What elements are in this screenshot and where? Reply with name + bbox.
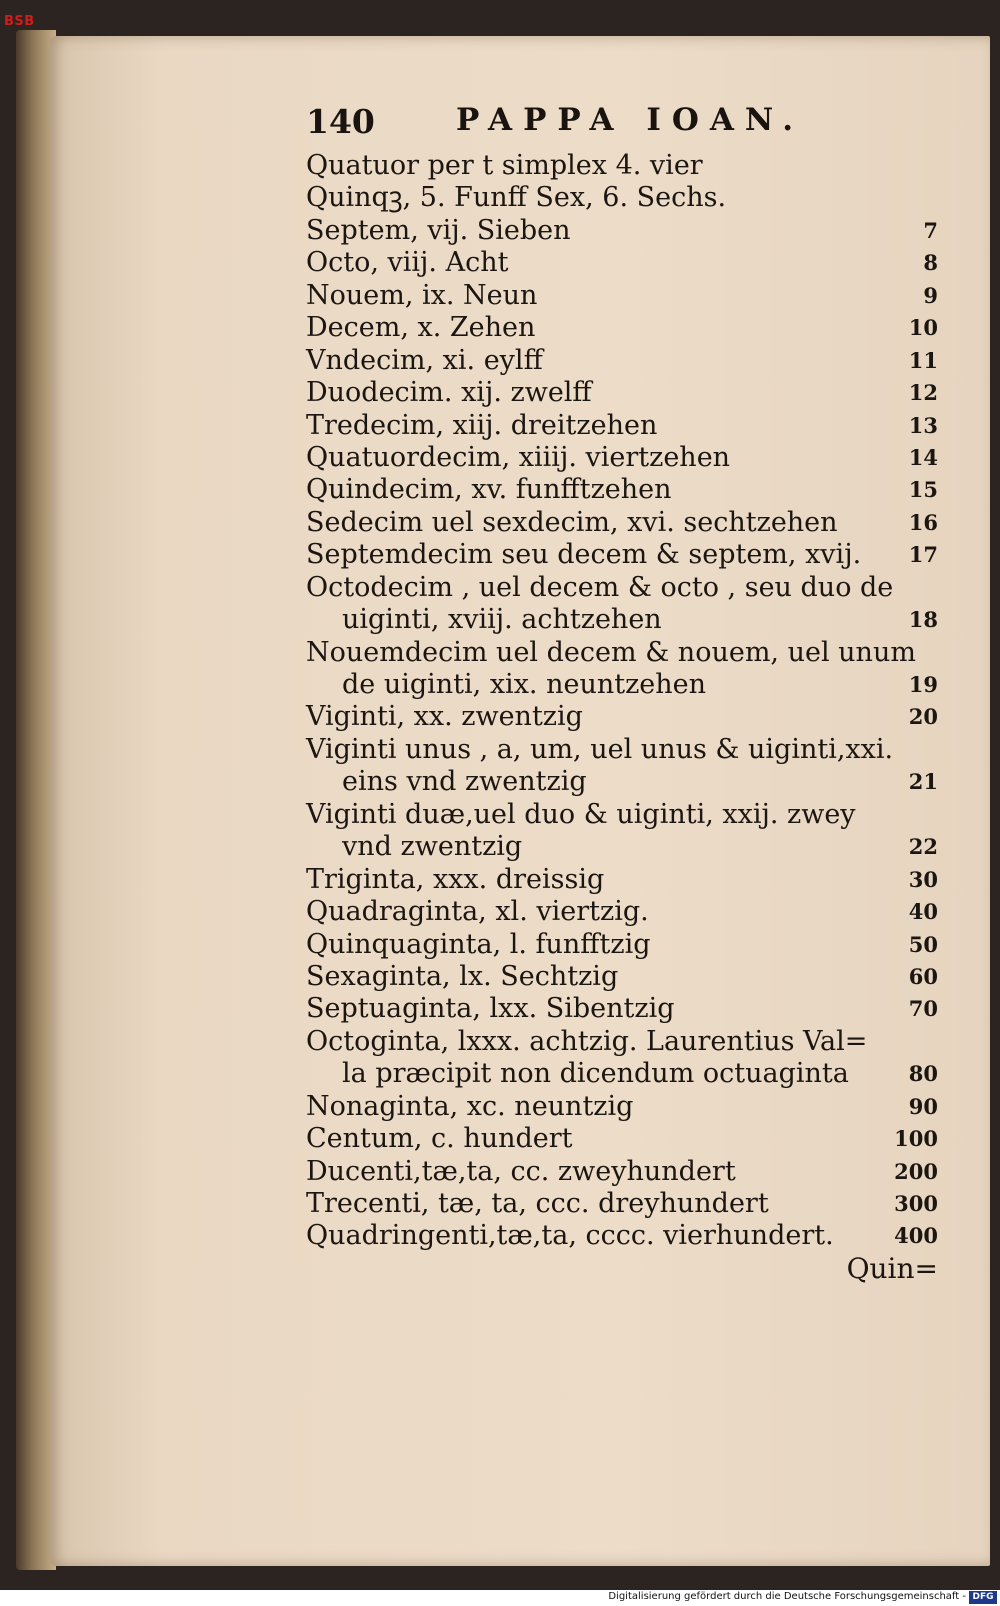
text-line (306, 247, 940, 279)
text-line (306, 766, 940, 798)
text-line (306, 864, 940, 896)
line-number-value: 80 (908, 1061, 938, 1087)
line-number-value: 30 (908, 866, 938, 892)
dfg-logo: DFG (969, 1591, 997, 1604)
line-number-value: 40 (908, 899, 938, 925)
line-text: Nonaginta, xc. neuntzig (306, 1090, 634, 1122)
line-text: Quadringenti,tæ,ta, cccc. vierhundert. (306, 1220, 834, 1252)
line-number-value: 90 (908, 1093, 938, 1119)
catchword: Quin= (846, 1252, 938, 1285)
line-number-value: 300 (894, 1191, 938, 1216)
line-text: Viginti unus , a, um, uel unus & uiginti,xxi. (306, 733, 894, 765)
text-line (306, 345, 940, 377)
line-text: Quatuordecim, xiiij. viertzehen (306, 441, 731, 473)
line-text: Quinquaginta, l. funfftzig (306, 928, 651, 960)
line-number-value: 10 (908, 315, 938, 341)
line-text: Viginti, xx. zwentzig (306, 701, 583, 733)
text-line (306, 182, 940, 214)
line-text: Octo, viij. Acht (306, 247, 509, 279)
text-line (306, 1058, 940, 1090)
line-text: Octodecim , uel decem & octo , seu duo de (306, 571, 894, 603)
line-text: Triginta, xxx. dreissig (306, 863, 605, 895)
line-number-value: 22 (908, 834, 938, 860)
line-text: Sedecim uel sexdecim, xvi. sechtzehen (306, 506, 838, 538)
line-number-value: 17 (908, 542, 938, 568)
line-number-value: 70 (908, 996, 938, 1022)
text-line (306, 410, 940, 442)
line-number-value: 18 (908, 607, 938, 633)
line-text: Quadraginta, xl. viertzig. (306, 896, 649, 928)
text-line (306, 312, 940, 344)
text-line (306, 1156, 940, 1188)
line-text: Quatuor per t simplex 4. vier (306, 150, 703, 181)
line-number-value: 16 (908, 509, 938, 535)
text-line (306, 831, 940, 863)
line-number-value: 13 (908, 412, 938, 438)
page-number: 140 (306, 102, 375, 141)
line-text: Septuaginta, lxx. Sibentzig (306, 993, 675, 1025)
line-text: Octoginta, lxxx. achtzig. Laurentius Val= (306, 1025, 868, 1057)
text-line (306, 929, 940, 961)
text-line (306, 1123, 940, 1155)
line-text: Septem, vij. Sieben (306, 214, 571, 246)
line-number-value: 9 (923, 282, 938, 308)
bsb-library-mark: BSB (4, 14, 35, 29)
line-number-value: 50 (908, 931, 938, 957)
line-text: Ducenti,tæ,ta, cc. zweyhundert (306, 1155, 736, 1187)
footer-credit: Digitalisierung gefördert durch die Deutsche Forschungsgemeinschaft - (608, 1591, 966, 1602)
text-line (306, 280, 940, 312)
line-number-value: 12 (908, 380, 938, 406)
line-number-value: 60 (908, 963, 938, 989)
line-text: Tredecim, xiij. dreitzehen (306, 409, 658, 441)
text-line (306, 377, 940, 409)
line-text: Decem, x. Zehen (306, 312, 536, 344)
line-text: Viginti duæ,uel duo & uiginti, xxij. zwey (306, 798, 856, 830)
line-number-value: 100 (894, 1126, 938, 1152)
line-text: Trecenti, tæ, ta, ccc. dreyhundert (306, 1188, 769, 1219)
running-title: PAPPA IOAN. (456, 102, 805, 138)
line-number-value: 19 (908, 672, 938, 697)
text-line (306, 799, 940, 831)
text-line (306, 474, 940, 506)
line-number-value: 8 (923, 250, 938, 276)
line-text: Nouem, ix. Neun (306, 279, 538, 311)
text-line (306, 669, 940, 701)
line-text: vnd zwentzig (342, 831, 523, 863)
text-line (306, 1091, 940, 1123)
line-text: eins vnd zwentzig (342, 766, 587, 798)
text-line (306, 215, 940, 247)
text-line (306, 150, 940, 182)
numeral-list (306, 150, 940, 1253)
line-number-value: 11 (908, 347, 938, 373)
text-line (306, 961, 940, 993)
text-line (306, 1220, 940, 1252)
line-text: Quinqꝫ, 5. Funff Sex, 6. Sechs. (306, 182, 727, 214)
line-text: Nouemdecim uel decem & nouem, uel unum (306, 636, 916, 668)
line-number-value: 15 (908, 477, 938, 503)
text-line (306, 442, 940, 474)
text-line (306, 604, 940, 636)
page-header (306, 102, 836, 142)
line-text: Sexaginta, lx. Sechtzig (306, 960, 619, 992)
text-line (306, 734, 940, 766)
line-number-value: 14 (908, 444, 938, 470)
text-line (306, 637, 940, 669)
text-line (306, 507, 940, 539)
line-number-value: 400 (894, 1223, 938, 1249)
line-number-value: 7 (923, 217, 938, 243)
line-text: Quindecim, xv. funfftzehen (306, 474, 672, 506)
text-line (306, 539, 940, 571)
digitization-footer (0, 1590, 1000, 1606)
text-line (306, 701, 940, 733)
line-text: Vndecim, xi. eylff (306, 344, 543, 376)
line-text: uiginti, xviij. achtzehen (342, 604, 662, 636)
line-text: Centum, c. hundert (306, 1123, 573, 1155)
text-line (306, 1026, 940, 1058)
line-number-value: 21 (908, 769, 938, 795)
text-line (306, 896, 940, 928)
line-number-value: 200 (894, 1158, 938, 1184)
text-line (306, 993, 940, 1025)
line-number-value: 20 (908, 704, 938, 730)
line-text: Duodecim. xij. zwelff (306, 377, 592, 409)
line-text: de uiginti, xix. neuntzehen (342, 669, 707, 700)
line-text: Septemdecim seu decem & septem, xvij. (306, 539, 862, 571)
text-line (306, 1188, 940, 1220)
text-line (306, 572, 940, 604)
line-text: la præcipit non dicendum octuaginta (342, 1058, 849, 1090)
